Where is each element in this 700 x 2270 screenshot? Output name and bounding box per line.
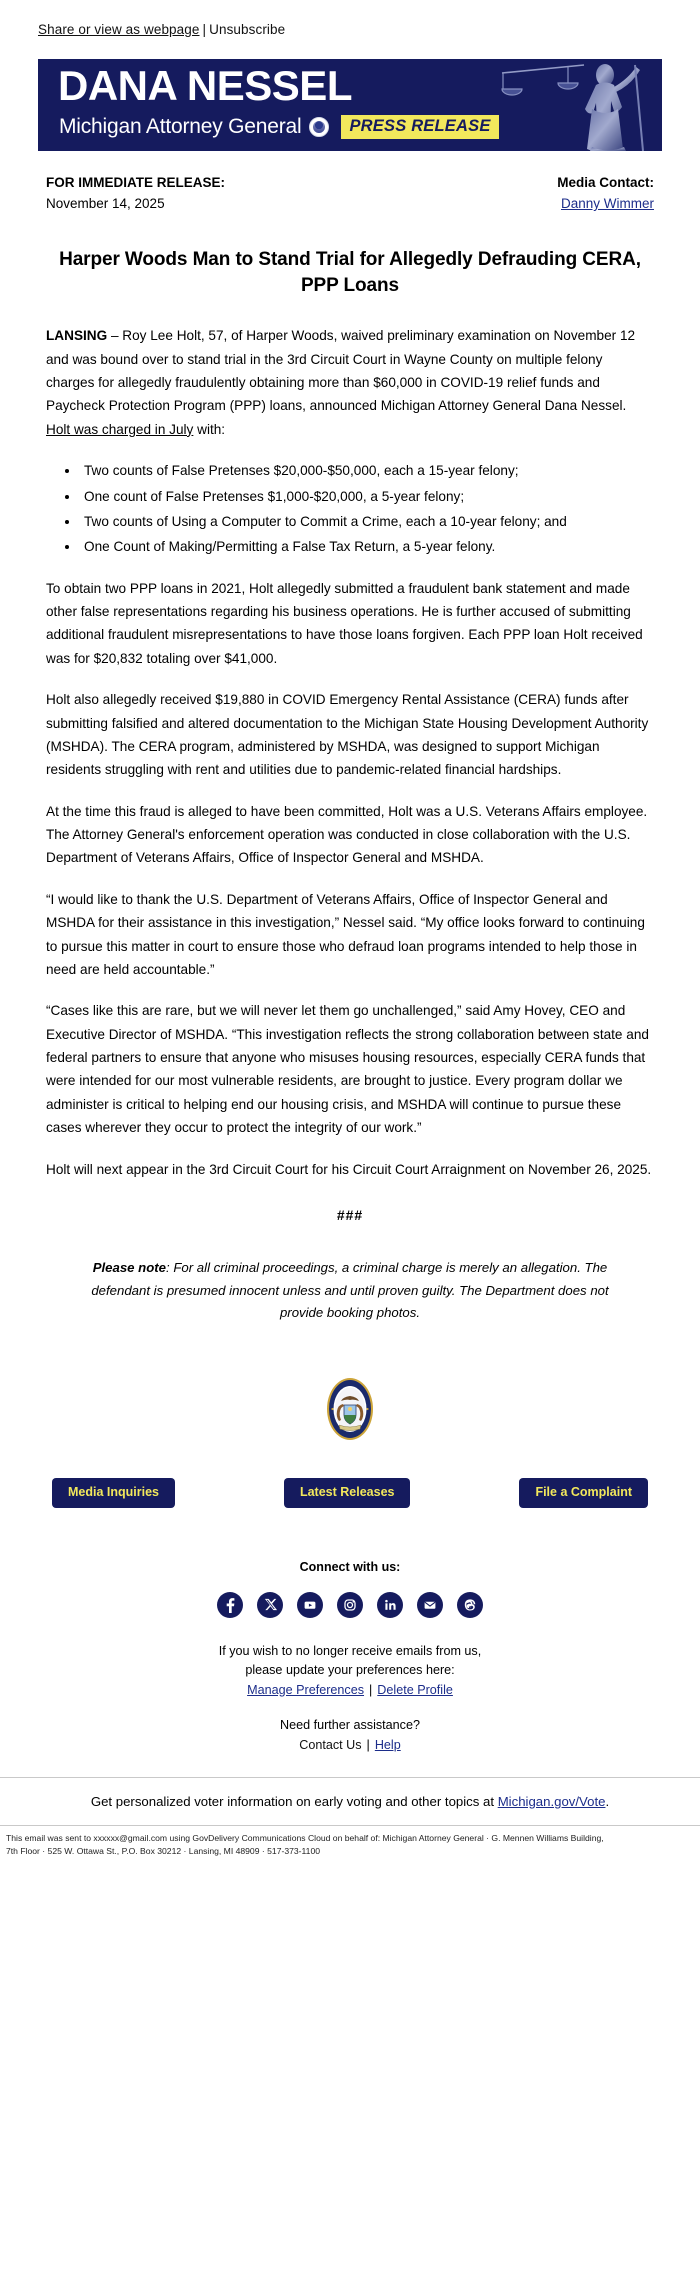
footer-seal-container (0, 1325, 700, 1446)
list-item: • Two counts of Using a Computer to Commit a Crime, each a 10-year felony; and (80, 510, 654, 533)
media-contact-block (557, 175, 654, 211)
paragraph-cera-funds: Holt also allegedly received $19,880 in COVID Emergency Rental Assistance (CERA) funds after submitting falsified and altered documentation to the Michigan State Housing Development Authority (MSHDA). The CERA program, administered by MSHDA, was designed to support Michigan residents struggling with rent and utilities due to pandemic-related financial hardships. (46, 692, 649, 778)
lead-paragraph (46, 324, 654, 441)
paragraph-va-collaboration: At the time this fraud is alleged to have been committed, Holt was a U.S. Veterans Affairs employee. The Attorney General's enforcement operation was conducted in close collaboration with the U.S. Department of Veterans Affairs, Office of Inspector General and MSHDA. (46, 803, 648, 866)
legal-disclaimer (76, 1257, 624, 1325)
page-title: Harper Woods Man to Stand Trial for Allegedly Defrauding CERA, PPP Loans (59, 249, 641, 296)
instagram-icon[interactable] (337, 1592, 363, 1618)
preheader-separator: | (202, 22, 207, 37)
assistance-links-row (0, 1736, 700, 1756)
release-meta-row (0, 151, 700, 211)
assistance-separator: | (366, 1737, 370, 1752)
prefs-line-2: please update your preferences here: (245, 1663, 455, 1678)
disclaimer-body: : For all criminal proceedings, a criminal charge is merely an allegation. The defendant is presumed innocent unless and until proven guilty. The Department does not provide booking photos. (91, 1259, 609, 1321)
list-item: • One count of False Pretenses $1,000-$20,000, a 5-year felony; (80, 485, 654, 508)
banner-container (0, 37, 700, 151)
help-link[interactable]: Help (374, 1737, 401, 1752)
x-twitter-icon[interactable] (257, 1592, 283, 1618)
voter-info-banner (0, 1778, 700, 1825)
fine-print-line-2: 7th Floor · 525 W. Ottawa St., P.O. Box 30212 · Lansing, MI 48909 · 517-373-1100 (6, 1845, 321, 1856)
press-release-article (0, 247, 700, 1325)
prefs-separator: | (369, 1682, 373, 1697)
paragraph-hovey-quote: “Cases like this are rare, but we will never let them go unchallenged,” said Amy Hovey, CEO and Executive Director of MSHDA. “This investigation reflects the strong collaboration between state and federal partners to ensure that anyone who misuses housing resources, especially CERA funds that were intended for our most vulnerable residents, are brought to justice. Every program dollar we administer is critical to helping end our housing crisis, and MSHDA will continue to pursue these cases wherever they occur to protect the integrity of our work.” (46, 1003, 649, 1136)
cta-button-row (0, 1446, 700, 1508)
assistance-line: Need further assistance? (279, 1718, 420, 1733)
for-immediate-release-label: FOR IMMEDIATE RELEASE: (46, 175, 226, 190)
end-of-release-marker: ### (336, 1206, 364, 1223)
manage-preferences-link[interactable]: Manage Preferences (247, 1682, 365, 1697)
prefs-links-row (0, 1681, 700, 1701)
delete-profile-link[interactable]: Delete Profile (377, 1682, 453, 1697)
voter-text-before: Get personalized voter information on early voting and other topics at (90, 1794, 498, 1810)
paragraph-nessel-quote: “I would like to thank the U.S. Department of Veterans Affairs, Office of Inspector General and MSHDA for their assistance in this investigation,” Nessel said. “My office looks forward to continuing to pursue this matter in court to ensure those who defraud loan programs intended to help those in need are held accountable.” (46, 891, 645, 977)
release-date: November 14, 2025 (46, 196, 165, 211)
michigan-attorney-general-seal-icon (326, 1377, 374, 1441)
share-or-view-as-webpage-link[interactable]: Share or view as webpage (38, 22, 200, 37)
lead-text-part-two: with: (193, 421, 226, 437)
youtube-icon[interactable] (297, 1592, 323, 1618)
paragraph-ppp-loans: To obtain two PPP loans in 2021, Holt allegedly submitted a fraudulent bank statement and made other false representations regarding his business operations. He is further accused of submitting additional fraudulent misrepresentations to have those loans forgiven. Each PPP loan Holt received was for $20,832 totaling over $41,000. (46, 580, 643, 666)
fine-print-line-1: This email was sent to xxxxxx@gmail.com using GovDelivery Communications Cloud on behalf of: Michigan Attorney General · G. Mennen Williams Building, (6, 1833, 604, 1844)
please-note-label: Please note (92, 1259, 167, 1275)
lady-justice-statue-icon (472, 59, 662, 151)
media-contact-label: Media Contact: (557, 175, 654, 190)
unsubscribe-link[interactable]: Unsubscribe (209, 22, 286, 37)
paragraph-next-appearance: Holt will next appear in the 3rd Circuit Court for his Circuit Court Arraignment on November 26, 2025. (46, 1161, 652, 1177)
press-release-badge: PRESS RELEASE (341, 115, 498, 139)
prefs-line-1: If you wish to no longer receive emails from us, (218, 1643, 482, 1658)
media-contact-link[interactable]: Danny Wimmer (560, 196, 654, 211)
latest-releases-button[interactable]: Latest Releases (284, 1478, 411, 1508)
linkedin-icon[interactable] (377, 1592, 403, 1618)
preheader-bar (0, 0, 700, 37)
email-preferences-block (0, 1618, 700, 1756)
michigan-gov-vote-link[interactable]: Michigan.gov/Vote (497, 1794, 606, 1810)
list-item: • One Count of Making/Permitting a False Tax Return, a 5-year felony. (80, 535, 654, 558)
charges-list (46, 459, 654, 559)
voter-text-after: . (605, 1794, 610, 1810)
dateline: LANSING (46, 328, 108, 344)
connect-with-us-label: Connect with us: (299, 1559, 401, 1574)
threads-icon[interactable] (457, 1592, 483, 1618)
lead-text-part-one: – Roy Lee Holt, 57, of Harper Woods, waived preliminary examination on November 12 and was bound over to stand trial in the 3rd Circuit Court in Wayne County on multiple felony charges for allegedly fraudulently obtaining more than $60,000 in COVID-19 relief funds and Paycheck Protection Program (PPP) loans, announced Michigan Attorney General Dana Nessel. (46, 328, 636, 414)
facebook-icon[interactable] (217, 1592, 243, 1618)
contact-us-link[interactable]: Contact Us (299, 1737, 362, 1752)
banner-subtitle-row (59, 115, 499, 139)
email-icon[interactable] (417, 1592, 443, 1618)
fine-print-footer (0, 1826, 700, 1867)
list-item: • Two counts of False Pretenses $20,000-$50,000, each a 15-year felony; (80, 459, 654, 482)
social-links-row (0, 1574, 700, 1618)
holt-charged-in-july-link[interactable]: Holt was charged in July (46, 421, 194, 437)
file-a-complaint-button[interactable]: File a Complaint (519, 1478, 648, 1508)
banner-subtitle: Michigan Attorney General (59, 115, 302, 139)
media-inquiries-button[interactable]: Media Inquiries (52, 1478, 175, 1508)
banner-name-title: DANA NESSEL (58, 62, 352, 109)
michigan-state-seal-icon (309, 117, 329, 137)
press-release-banner (38, 59, 662, 151)
release-date-block (46, 175, 225, 211)
